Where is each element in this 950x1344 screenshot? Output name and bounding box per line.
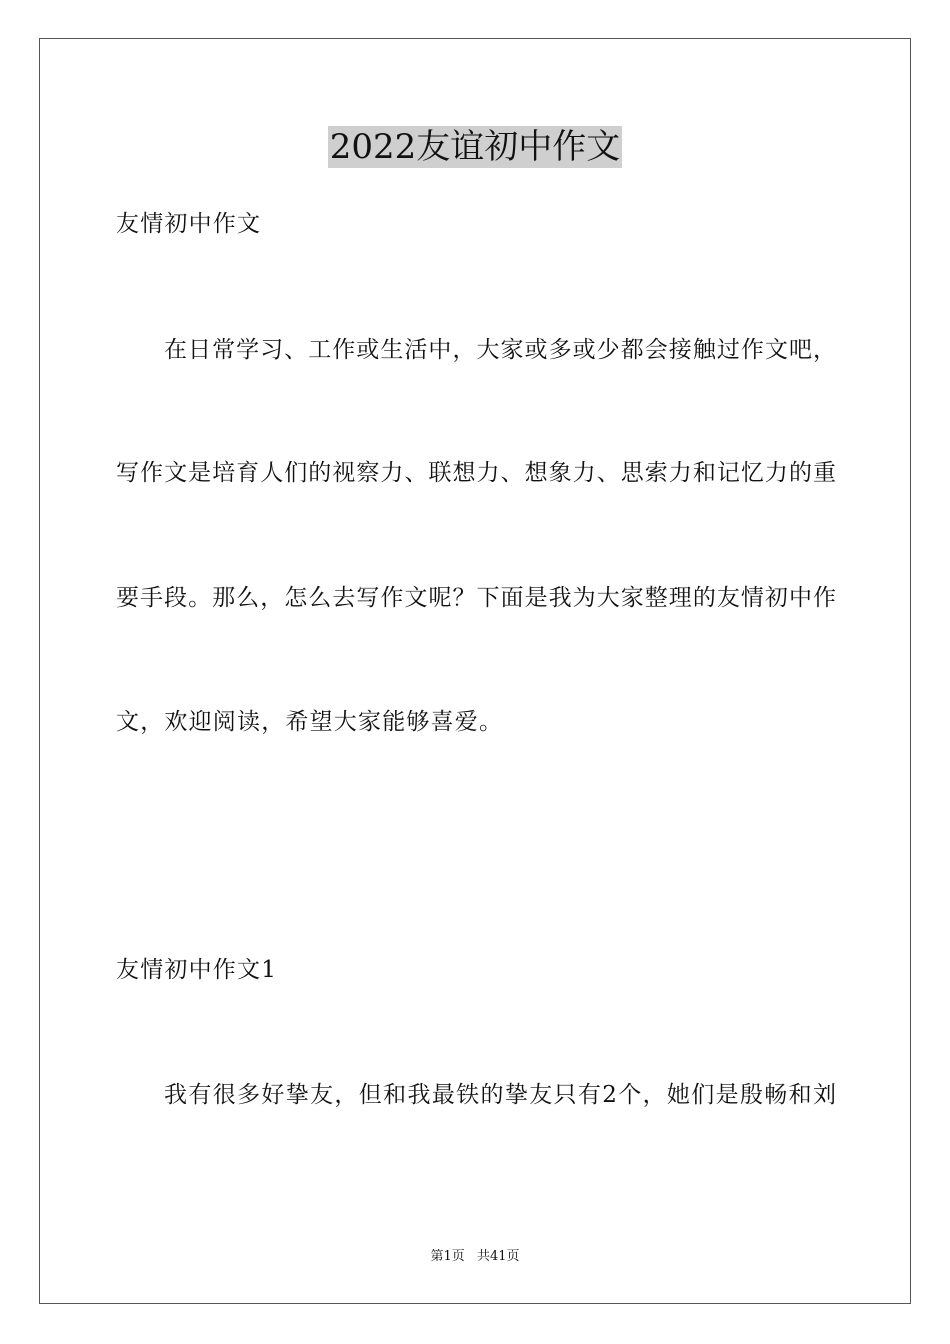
subtitle: 友情初中作文 [116, 211, 262, 237]
document-title: 2022友谊初中作文 [329, 127, 621, 167]
intro-line-3: 要手段。那么，怎么去写作文呢？下面是我为大家整理的友情初中作 [116, 585, 836, 611]
intro-line-4: 文，欢迎阅读，希望大家能够喜爱。 [116, 709, 504, 735]
intro-line-2: 写作文是培育人们的视察力、联想力、想象力、思索力和记忆力的重 [116, 460, 836, 486]
page-number: 第1页 [430, 1249, 465, 1264]
page-footer [0, 1248, 950, 1266]
body-line-1: 我有很多好挚友，但和我最铁的挚友只有2个，她们是殷畅和刘 [164, 1082, 836, 1108]
page-total: 共41页 [476, 1249, 520, 1264]
intro-line-1: 在日常学习、工作或生活中，大家或多或少都会接触过作文吧， [164, 337, 836, 363]
title-container [0, 126, 950, 168]
section-heading: 友情初中作文1 [116, 957, 278, 983]
